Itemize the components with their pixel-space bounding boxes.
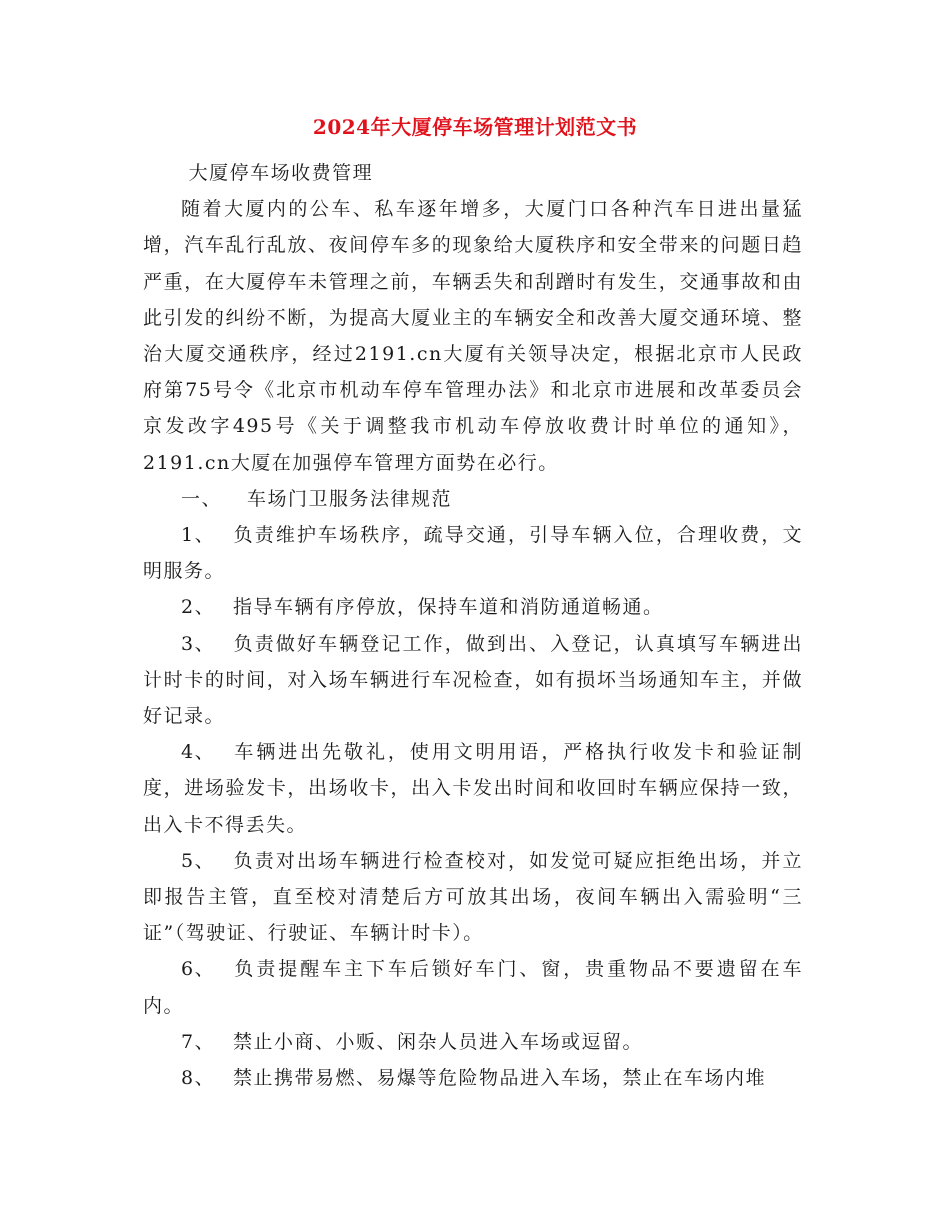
list-item-text: 负责提醒车主下车后锁好车门、窗，贵重物品不要遗留在车内。: [143, 958, 803, 1017]
section-number: 一、: [181, 487, 223, 510]
list-item: [143, 1060, 803, 1096]
list-item-text: 禁止携带易燃、易爆等危险物品进入车场，禁止在车场内堆: [233, 1067, 767, 1090]
section-heading: [143, 481, 803, 517]
list-item-text: 负责做好车辆登记工作，做到出、入登记，认真填写车辆进出计时卡的时间，对入场车辆进行车况检查，如有损坏当场通知车主，并做好记录。: [143, 632, 803, 728]
list-item-text: 禁止小商、小贩、闲杂人员进入车场或逗留。: [233, 1030, 644, 1053]
list-item: [143, 843, 803, 952]
list-item-text: 负责维护车场秩序，疏导交通，引导车辆入位，合理收费，文明服务。: [143, 524, 803, 583]
section-heading-text: 车场门卫服务法律规范: [247, 487, 453, 510]
document-subtitle: 大厦停车场收费管理: [188, 162, 374, 184]
list-item-text: 车辆进出先敬礼，使用文明用语，严格执行收发卡和验证制度，进场验发卡，出场收卡，出入卡发出时间和收回时车辆应保持一致，出入卡不得丢失。: [143, 741, 803, 836]
list-item: [143, 951, 803, 1023]
list-item: [143, 1024, 803, 1060]
list-item-number: 4、: [181, 741, 216, 764]
list-item-number: 5、: [181, 849, 216, 872]
list-item-number: 8、: [181, 1067, 216, 1090]
list-item-number: 1、: [181, 524, 216, 547]
list-item-number: 3、: [181, 632, 216, 655]
list-item-number: 2、: [181, 596, 216, 619]
document-title: 2024年大厦停车场管理计划范文书: [312, 115, 638, 139]
list-item: [143, 589, 803, 625]
list-item: [143, 626, 803, 735]
list-item-number: 7、: [181, 1030, 216, 1053]
list-item: [143, 734, 803, 843]
document-body: [143, 155, 803, 1096]
list-item-text: 负责对出场车辆进行检查校对，如发觉可疑应拒绝出场，并立即报告主管，直至校对清楚后方可放其出场，夜间车辆出入需验明“三证”（驾驶证、行驶证、车辆计时卡）。: [143, 849, 803, 945]
list-item: [143, 517, 803, 589]
list-item-text: 指导车辆有序停放，保持车道和消防通道畅通。: [233, 596, 664, 619]
intro-paragraph: 随着大厦内的公车、私车逐年增多，大厦门口各种汽车日进出量猛增，汽车乱行乱放、夜间停车多的现象给大厦秩序和安全带来的问题日趋严重，在大厦停车未管理之前，车辆丢失和刮蹭时有发生，交通事故和由此引发的纠纷不断，为提高大厦业主的车辆安全和改善大厦交通环境、整治大厦交通秩序，经过2191.cn大厦有关领导决定，根据北京市人民政府第75号令《北京市机动车停车管理办法》和北京市进展和改革委员会京发改字495号《关于调整我市机动车停放收费计时单位的通知》，2191.cn大厦在加强停车管理方面势在必行。: [143, 198, 803, 474]
list-item-number: 6、: [181, 958, 216, 981]
